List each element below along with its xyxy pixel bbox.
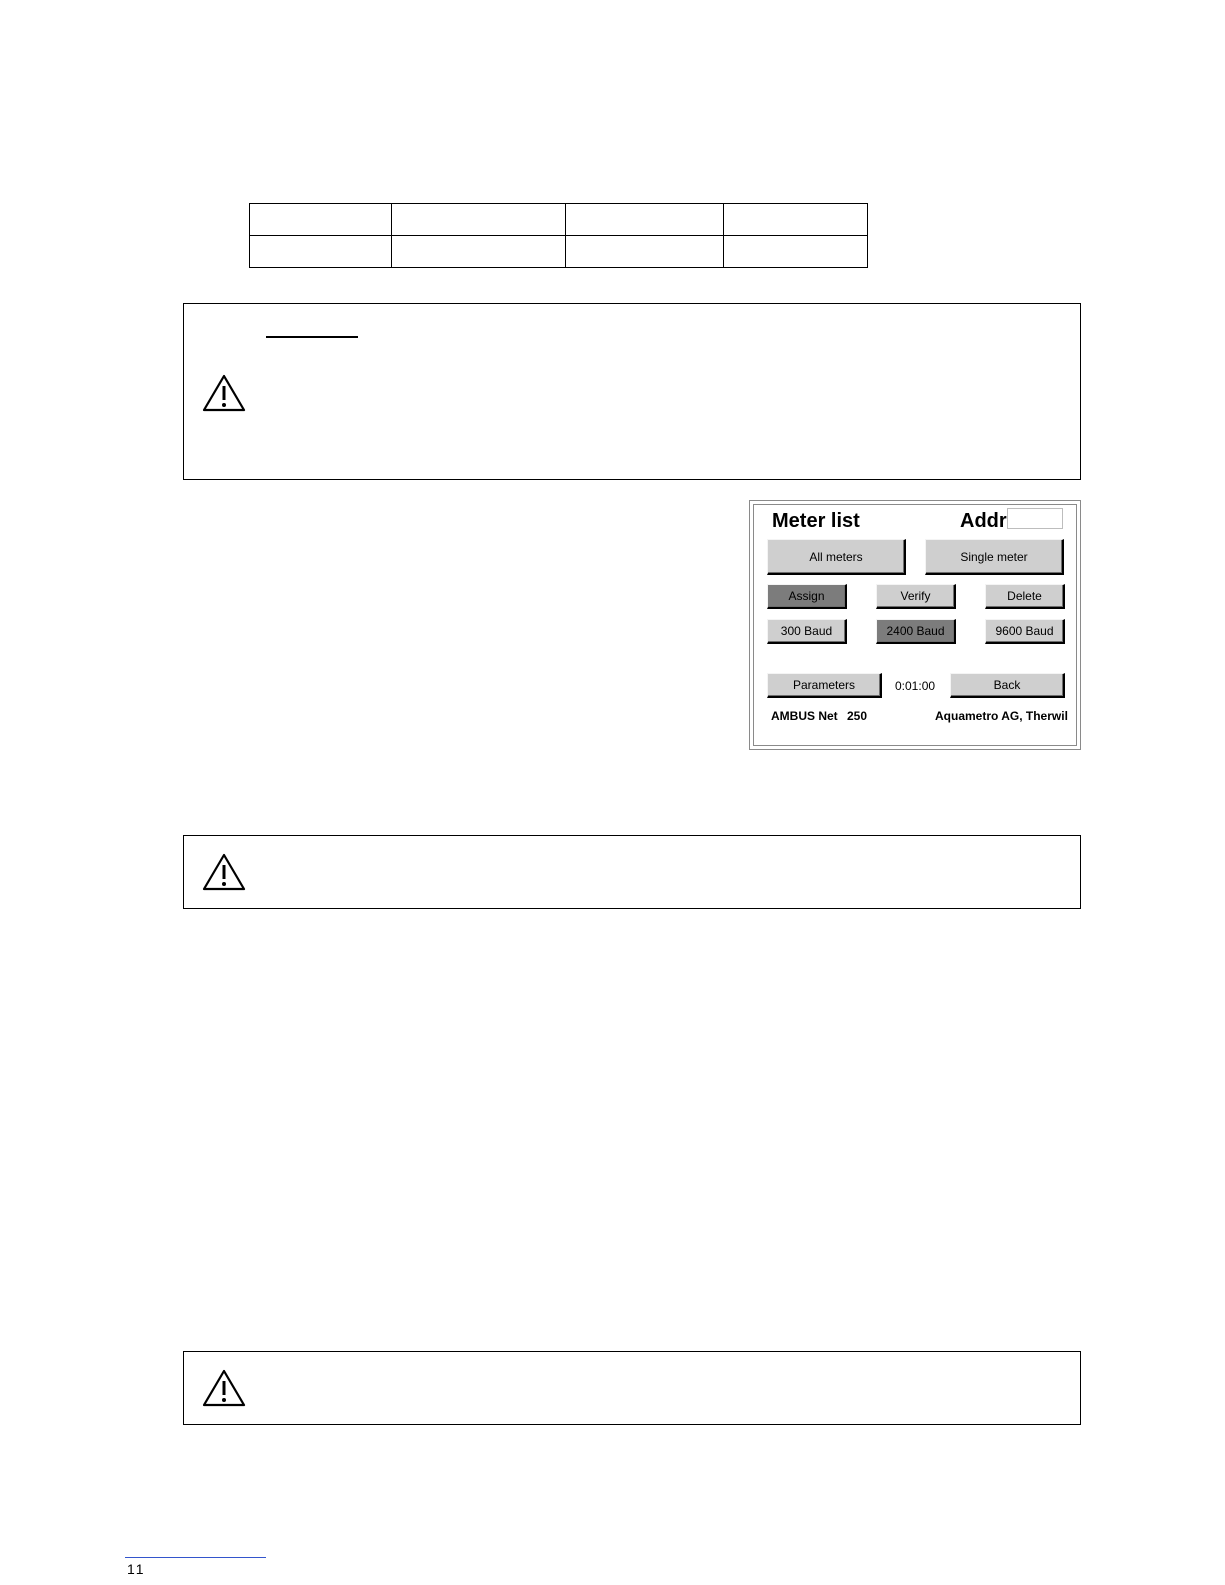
verify-button[interactable]: Verify: [876, 584, 956, 609]
table-cell: [566, 204, 724, 236]
net-value: 250: [847, 709, 868, 723]
warning-box-3: [183, 1351, 1081, 1425]
warning-triangle-icon: [202, 1369, 246, 1407]
heading-underline: [266, 336, 358, 338]
addr-input[interactable]: [1007, 508, 1063, 529]
warning-box-1: [183, 303, 1081, 480]
table-cell: [566, 236, 724, 268]
baud-9600-button[interactable]: 9600 Baud: [985, 619, 1065, 644]
all-meters-button[interactable]: All meters: [767, 539, 906, 575]
net-label: AMBUS Net: [771, 709, 838, 723]
warning-triangle-icon: [202, 853, 246, 891]
warning-triangle-icon: [202, 374, 246, 412]
parameters-button[interactable]: Parameters: [767, 673, 882, 698]
table-cell: [250, 236, 392, 268]
company-label: Aquametro AG, Therwil: [935, 709, 1068, 723]
back-button[interactable]: Back: [950, 673, 1065, 698]
table-cell: [250, 204, 392, 236]
table-row: [250, 204, 868, 236]
delete-button[interactable]: Delete: [985, 584, 1065, 609]
meter-list-panel: [749, 500, 1081, 750]
table-cell: [392, 236, 566, 268]
warning-box-2: [183, 835, 1081, 909]
single-meter-button[interactable]: Single meter: [925, 539, 1064, 575]
addr-label: Addr: [960, 510, 1007, 532]
footnote-text: 11: [127, 1561, 146, 1577]
table-cell: [724, 204, 868, 236]
table-row: [250, 236, 868, 268]
assign-button[interactable]: Assign: [767, 584, 847, 609]
baud-300-button[interactable]: 300 Baud: [767, 619, 847, 644]
footnote-rule: [125, 1557, 266, 1558]
panel-title: Meter list: [772, 510, 860, 532]
document-table: [249, 203, 868, 268]
panel-frame: [753, 504, 1077, 746]
timer-readout: 0:01:00: [895, 679, 936, 693]
table-cell: [724, 236, 868, 268]
baud-2400-button[interactable]: 2400 Baud: [876, 619, 956, 644]
table-cell: [392, 204, 566, 236]
